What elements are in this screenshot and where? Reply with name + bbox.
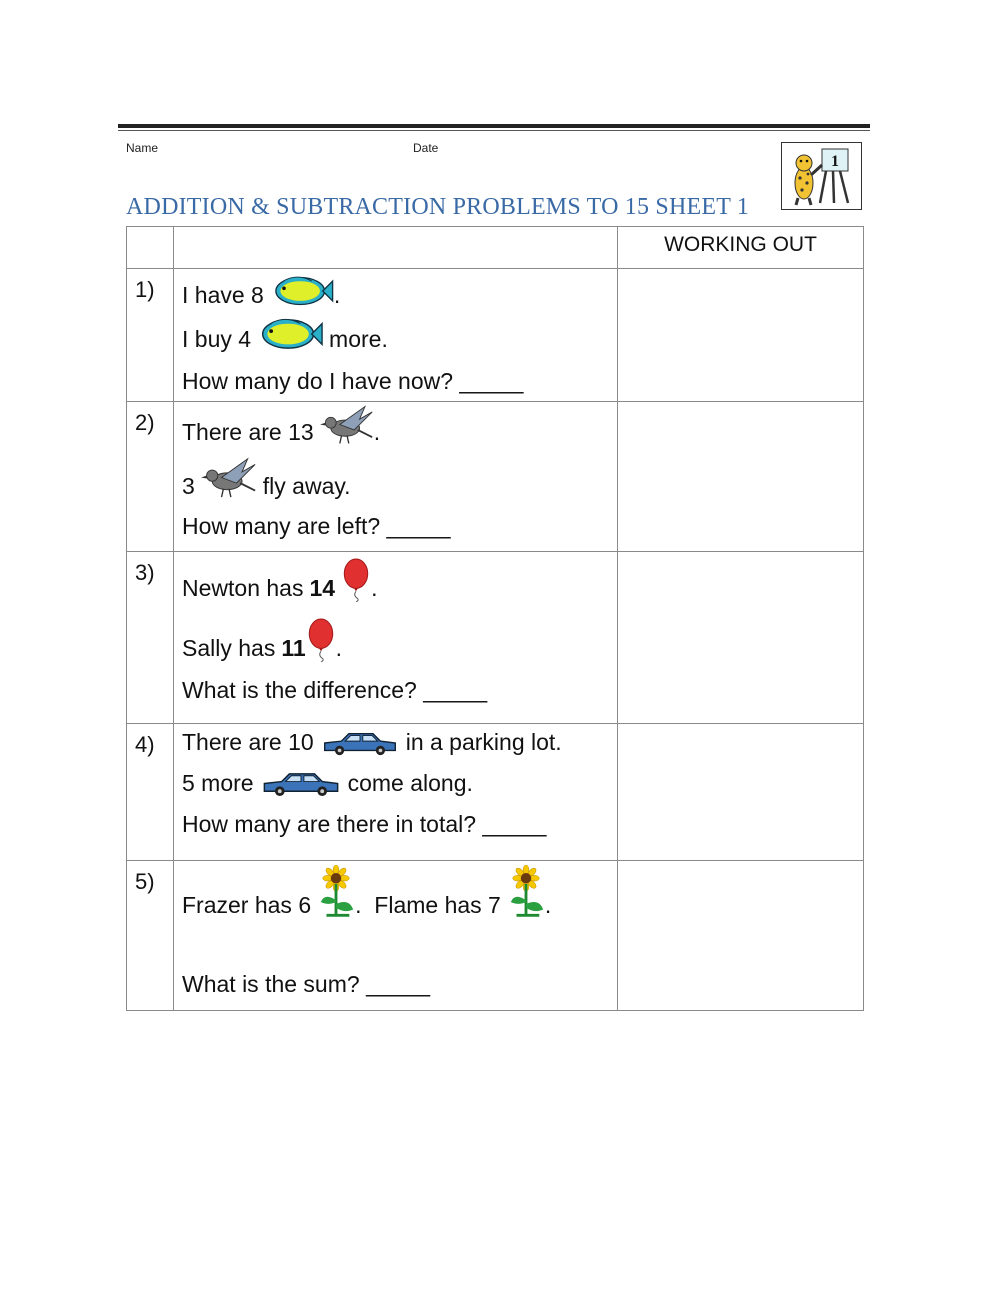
problem-text-segment: come along. xyxy=(347,770,473,796)
name-label: Name xyxy=(126,141,159,155)
problems-table xyxy=(126,226,864,1011)
problem-text xyxy=(174,269,618,402)
working-out-cell[interactable] xyxy=(618,552,864,724)
logo-number: 1 xyxy=(831,153,839,170)
problem-text xyxy=(174,724,618,861)
logo xyxy=(781,142,862,210)
problem-question xyxy=(182,797,617,838)
fish-icon xyxy=(270,273,334,309)
problem-text xyxy=(174,861,618,1011)
sunflower-icon xyxy=(317,865,355,919)
problem-number: 4) xyxy=(127,724,174,861)
question-text: How many do I have now? _____ xyxy=(182,368,524,394)
question-text: What is the difference? _____ xyxy=(182,677,488,703)
question-text: How many are there in total? _____ xyxy=(182,811,547,837)
problem-text-segment: . xyxy=(333,282,341,308)
problem-number: 2) xyxy=(127,402,174,552)
problem-line xyxy=(182,724,617,756)
problem-text-segment: I buy 4 xyxy=(182,326,252,352)
header-cell-number xyxy=(127,227,174,269)
table-row xyxy=(127,269,864,402)
problem-text-segment: . xyxy=(371,575,378,601)
bird-icon xyxy=(201,456,257,500)
problem-text-segment: There are 13 xyxy=(182,419,314,445)
problem-text-segment: . xyxy=(544,892,552,918)
problem-text-segment: more. xyxy=(329,326,388,352)
problem-question xyxy=(182,353,617,395)
leopard-easel-icon xyxy=(782,143,861,209)
problem-number: 1) xyxy=(127,269,174,402)
table-row xyxy=(127,402,864,552)
working-out-cell[interactable] xyxy=(618,724,864,861)
problem-text-segment: . xyxy=(373,419,381,445)
problem-question xyxy=(182,500,617,540)
problem-text xyxy=(174,552,618,724)
problem-text-segment: 3 xyxy=(182,473,195,499)
problem-question xyxy=(182,919,617,998)
problem-text-segment: . Flame has 7 xyxy=(355,892,501,918)
problem-number-value: 11 xyxy=(281,635,306,661)
question-text: How many are left? _____ xyxy=(182,513,451,539)
table-row xyxy=(127,724,864,861)
table-row xyxy=(127,861,864,1011)
problem-text-segment: 5 more xyxy=(182,770,254,796)
problem-number: 5) xyxy=(127,861,174,1011)
top-rule xyxy=(118,124,870,128)
problem-number-value: 14 xyxy=(309,575,336,601)
problem-line xyxy=(182,602,617,662)
top-rule-thin xyxy=(118,130,870,131)
problem-text-segment: Newton has xyxy=(182,575,304,601)
problem-line xyxy=(182,446,617,500)
problem-text xyxy=(174,402,618,552)
working-out-cell[interactable] xyxy=(618,269,864,402)
problem-line xyxy=(182,552,617,602)
balloon-icon xyxy=(306,618,336,662)
problem-text-segment: I have 8 xyxy=(182,282,264,308)
sunflower-icon xyxy=(507,865,545,919)
worksheet-title: ADDITION & SUBTRACTION PROBLEMS TO 15 SHEET 1 xyxy=(126,194,750,220)
table-header-row xyxy=(127,227,864,269)
problem-question xyxy=(182,662,617,704)
problem-text-segment: Sally has xyxy=(182,635,276,661)
date-label: Date xyxy=(413,141,439,155)
problem-text-segment: in a parking lot. xyxy=(405,729,562,755)
problem-text-segment: There are 10 xyxy=(182,729,314,755)
problem-line xyxy=(182,402,617,446)
problem-line xyxy=(182,309,617,353)
bird-icon xyxy=(320,404,374,446)
problem-line xyxy=(182,271,617,309)
problem-line xyxy=(182,756,617,797)
table-row xyxy=(127,552,864,724)
problem-text-segment: fly away. xyxy=(262,473,351,499)
problem-line xyxy=(182,861,617,919)
question-text: What is the sum? _____ xyxy=(182,971,431,997)
problem-text-segment: . xyxy=(335,635,343,661)
working-out-cell[interactable] xyxy=(618,861,864,1011)
car-icon xyxy=(320,730,400,756)
balloon-icon xyxy=(341,558,371,602)
problem-number: 3) xyxy=(127,552,174,724)
problem-text-segment: Frazer has 6 xyxy=(182,892,312,918)
fish-icon xyxy=(257,315,323,353)
car-icon xyxy=(260,770,342,797)
header-cell-problem xyxy=(174,227,618,269)
working-out-cell[interactable] xyxy=(618,402,864,552)
working-out-header: WORKING OUT xyxy=(618,227,864,269)
